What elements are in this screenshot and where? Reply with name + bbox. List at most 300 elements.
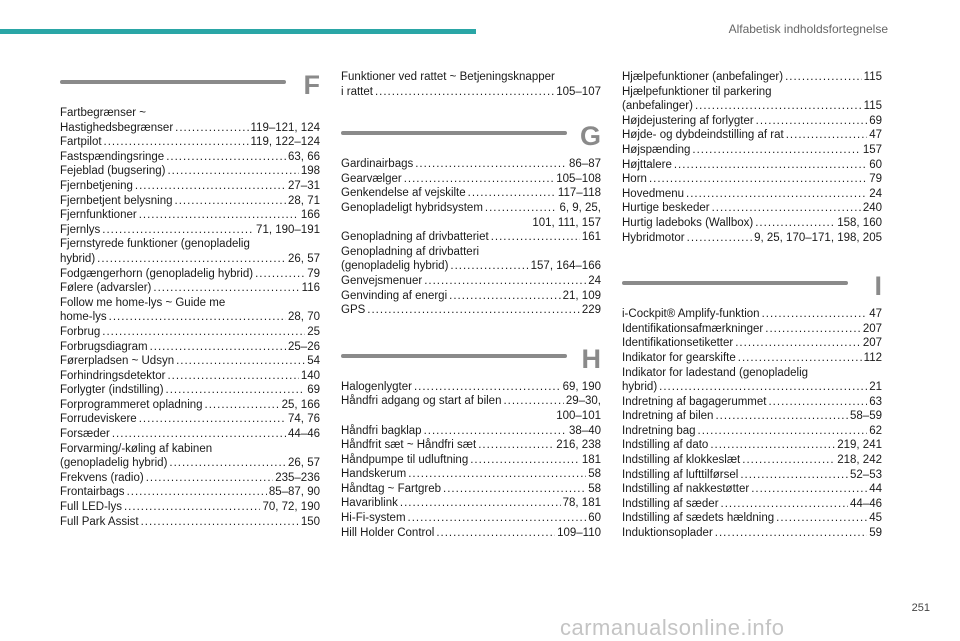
entry-row [60, 325, 320, 340]
index-entry [341, 303, 601, 318]
entry-text: Frontairbags [60, 486, 125, 499]
entry-pages: 63 [869, 395, 882, 408]
entry-row [341, 259, 601, 274]
section-f [60, 70, 320, 529]
index-entry [341, 230, 601, 245]
index-entry [341, 201, 601, 230]
entry-row [622, 216, 882, 231]
entry-text: Fastspændingsringe [60, 150, 165, 163]
index-entry [622, 128, 882, 143]
entry-row [622, 453, 882, 468]
section-letter: H [581, 343, 601, 374]
index-entry [60, 340, 320, 355]
entry-pages: 44–46 [850, 497, 882, 510]
entry-text: Forprogrammeret opladning [60, 398, 203, 411]
index-entry [622, 526, 882, 541]
entry-row [341, 511, 601, 526]
entry-pages: 59 [869, 527, 882, 540]
index-column-3 [622, 70, 882, 541]
leader-dots [139, 208, 299, 223]
leader-dots [674, 158, 867, 173]
entry-text: Genopladning af drivbatteriet [341, 231, 489, 244]
entry-row [622, 143, 882, 158]
leader-dots [485, 201, 558, 216]
leader-dots [692, 143, 860, 158]
section-continued [341, 70, 601, 99]
entry-pages: 235–236 [275, 471, 320, 484]
entry-row [60, 267, 320, 282]
index-entry [622, 438, 882, 453]
entry-row [60, 194, 320, 209]
entry-text: i rattet [341, 85, 373, 98]
index-entry [341, 453, 601, 468]
entry-pages: 26, 57 [288, 252, 320, 265]
entry-pages: 115 [863, 100, 882, 113]
leader-dots [109, 310, 286, 325]
entry-pages: 140 [300, 369, 320, 382]
entry-text: Indstilling af sædets hældning [622, 512, 775, 525]
index-entry [60, 194, 320, 209]
entry-pages: 78, 181 [562, 497, 601, 510]
index-entry [622, 172, 882, 187]
entry-pages: 69, 190 [562, 380, 601, 393]
entry-text: Full LED-lys [60, 501, 122, 514]
entry-pages: 161 [581, 231, 601, 244]
entry-row [622, 99, 882, 114]
leader-dots [400, 496, 561, 511]
entry-row [60, 485, 320, 500]
entry-text: Forlygter (indstilling) [60, 384, 164, 397]
entry-text: Håndfri adgang og start af bilen [341, 395, 502, 408]
entry-row [341, 438, 601, 453]
entry-pages: 44–46 [288, 428, 320, 441]
leader-dots [715, 409, 848, 424]
index-entry [622, 70, 882, 85]
index-entry [60, 267, 320, 282]
entry-text: Fodgængerhorn (genopladelig hybrid) [60, 267, 254, 280]
section-header [341, 344, 601, 380]
index-entry [60, 383, 320, 398]
index-entry [60, 179, 320, 194]
index-entry [60, 442, 320, 471]
index-entry [60, 427, 320, 442]
entry-pages: 216, 238 [556, 439, 601, 452]
entry-text: Håndfrit sæt ~ Håndfri sæt [341, 439, 477, 452]
leader-dots [375, 85, 554, 100]
index-entry [622, 511, 882, 526]
leader-dots [478, 438, 554, 453]
entry-text-line: Genopladning af drivbatteri [341, 245, 480, 258]
entry-row [60, 471, 320, 486]
entry-row [341, 380, 601, 395]
index-entry [60, 164, 320, 179]
page-number: 251 [911, 602, 930, 614]
entry-row [60, 150, 320, 165]
entry-text: Full Park Assist [60, 515, 139, 528]
entry-pages: 44 [869, 483, 882, 496]
leader-dots [738, 351, 862, 366]
index-entry [60, 150, 320, 165]
leader-dots [649, 172, 867, 187]
entry-pages: 28, 71 [288, 194, 320, 207]
entry-text-line: Funktioner ved rattet ~ Betjeningsknapper [341, 71, 555, 83]
leader-dots [659, 380, 867, 395]
entry-text: i-Cockpit® Amplify-funktion [622, 308, 760, 321]
entry-row [60, 179, 320, 194]
leader-dots [424, 274, 586, 289]
section-header [60, 70, 320, 106]
entry-text: Frekvens (radio) [60, 471, 144, 484]
leader-dots [443, 482, 586, 497]
entry-row [622, 438, 882, 453]
entry-text: Indstilling af nakkestøtter [622, 483, 750, 496]
entry-row [341, 453, 601, 468]
index-entry [622, 409, 882, 424]
entry-text: Indstilling af dato [622, 439, 709, 452]
section-rule [622, 281, 848, 285]
index-entry [341, 70, 601, 99]
leader-dots [742, 453, 835, 468]
entry-pages: 58 [588, 482, 601, 495]
entry-row [622, 114, 882, 129]
entry-row [341, 303, 601, 318]
leader-dots [415, 157, 567, 172]
entry-row [60, 369, 320, 384]
index-entry [60, 106, 320, 135]
entry-row [60, 135, 320, 150]
entry-row [622, 70, 882, 85]
header-accent-bar [0, 29, 476, 34]
entry-pages: 27–31 [288, 179, 320, 192]
section-h [341, 344, 601, 541]
leader-dots [721, 497, 848, 512]
index-column-1 [60, 70, 320, 529]
entry-text: Genkendelse af vejskilte [341, 187, 466, 200]
index-entry [341, 157, 601, 172]
entry-row [60, 208, 320, 223]
entry-pages: 54 [307, 355, 320, 368]
entry-text: Identifikationsetiketter [622, 337, 734, 350]
entry-pages: 207 [862, 337, 882, 350]
leader-dots [135, 179, 286, 194]
entry-pages: 119–121, 124 [250, 121, 320, 134]
entry-text: Højde- og dybdeindstilling af rat [622, 129, 784, 142]
entry-text: Fjernbetjent belysning [60, 194, 173, 207]
leader-dots [710, 438, 835, 453]
leader-dots [491, 230, 580, 245]
index-entry [622, 307, 882, 322]
entry-row [341, 230, 601, 245]
entry-text: Genvinding af energi [341, 289, 448, 302]
entry-row [60, 121, 320, 136]
entry-row [622, 172, 882, 187]
entry-row [341, 424, 601, 439]
entry-row [341, 85, 601, 100]
leader-dots [112, 427, 286, 442]
entry-row [622, 307, 882, 322]
entry-pages: 166 [300, 209, 320, 222]
entry-row [60, 383, 320, 398]
entry-text: Indstilling af klokkeslæt [622, 454, 741, 467]
entry-text: (genopladelig hybrid) [60, 457, 168, 470]
entry-text: Forrudeviskere [60, 413, 137, 426]
section-i [622, 271, 882, 541]
index-entry [341, 394, 601, 423]
entry-text: Førerpladsen ~ Udsyn [60, 355, 175, 368]
entry-pages: 109–110 [557, 526, 601, 539]
leader-dots [712, 201, 861, 216]
entry-pages: 117–118 [557, 187, 601, 200]
entry-row [341, 394, 601, 409]
entry-text: Identifikationsafmærkninger [622, 322, 764, 335]
leader-dots [104, 135, 249, 150]
entry-row [622, 482, 882, 497]
leader-dots [450, 259, 528, 274]
leader-dots [127, 485, 267, 500]
entry-text: Indretning bag [622, 424, 696, 437]
entry-pages: 45 [869, 512, 882, 525]
entry-text: (genopladelig hybrid) [341, 260, 449, 273]
entry-row [341, 496, 601, 511]
entry-text: Hi-Fi-system [341, 512, 406, 525]
index-entry [341, 289, 601, 304]
entry-pages: 71, 190–191 [256, 223, 320, 236]
entry-row [60, 281, 320, 296]
leader-dots [776, 511, 867, 526]
entry-text: Højttalere [622, 158, 672, 171]
entry-text: Fjernlys [60, 223, 101, 236]
leader-dots [166, 383, 306, 398]
entry-text-line: Hjælpefunktioner til parkering [622, 85, 772, 98]
leader-dots [755, 216, 835, 231]
index-entry [622, 453, 882, 468]
entry-pages-continued: 100–101 [556, 409, 601, 422]
entry-pages: 28, 70 [288, 311, 320, 324]
entry-pages: 119, 122–124 [250, 136, 320, 149]
entry-text: hybrid) [622, 381, 658, 394]
leader-dots [735, 336, 861, 351]
leader-dots [785, 70, 862, 85]
leader-dots [740, 468, 848, 483]
entry-row [622, 201, 882, 216]
entry-pages: 79 [869, 173, 882, 186]
section-letter: I [874, 271, 882, 302]
entry-row [341, 186, 601, 201]
leader-dots [97, 252, 286, 267]
leader-dots [153, 281, 299, 296]
section-rule [60, 80, 286, 84]
entry-pages: 70, 72, 190 [262, 501, 320, 514]
leader-dots [768, 395, 867, 410]
index-entry [341, 186, 601, 201]
index-entry [60, 237, 320, 266]
leader-dots [167, 369, 298, 384]
entry-pages: 229 [581, 304, 601, 317]
entry-text-line: Forvarming/-køling af kabinen [60, 442, 213, 455]
section-g [341, 121, 601, 318]
index-entry [60, 398, 320, 413]
entry-text: Hjælpefunktioner (anbefalinger) [622, 71, 784, 83]
entry-text: Forbrug [60, 325, 101, 338]
leader-dots [205, 398, 280, 413]
index-entry [60, 325, 320, 340]
entry-pages: 21, 109 [562, 289, 601, 302]
leader-dots [436, 526, 555, 541]
index-entry [622, 322, 882, 337]
entry-text: Håndfri bagklap [341, 424, 422, 437]
entry-text-line: Fjernstyrede funktioner (genopladelig [60, 238, 250, 251]
entry-text: Håndpumpe til udluftning [341, 453, 469, 466]
section-rule [341, 131, 567, 135]
entry-row [341, 274, 601, 289]
entry-pages: 69 [869, 114, 882, 127]
index-entry [60, 135, 320, 150]
index-entry [622, 351, 882, 366]
section-letter: G [579, 121, 601, 152]
entry-pages: 24 [588, 274, 601, 287]
entry-pages: 240 [862, 202, 882, 215]
entry-row [622, 409, 882, 424]
entry-text: Forsæder [60, 428, 110, 441]
index-entry [341, 424, 601, 439]
entry-pages: 219, 241 [837, 439, 882, 452]
entry-text: Hovedmenu [622, 187, 685, 200]
entry-row [622, 395, 882, 410]
index-entry [341, 467, 601, 482]
entry-pages: 29–30, [565, 395, 601, 408]
entry-pages: 21 [869, 381, 882, 394]
index-entry [622, 114, 882, 129]
entry-text: Indikator for gearskifte [622, 351, 736, 364]
entry-row [341, 172, 601, 187]
entry-text: home-lys [60, 311, 107, 324]
entry-pages: 58–59 [850, 410, 882, 423]
entry-pages: 112 [863, 351, 882, 364]
index-entry [622, 336, 882, 351]
entry-pages: 26, 57 [288, 457, 320, 470]
entry-row [622, 351, 882, 366]
leader-dots [124, 500, 260, 515]
leader-dots [503, 394, 563, 409]
entry-text: Havariblink [341, 497, 398, 510]
entry-pages: 115 [863, 71, 882, 83]
index-entry [622, 158, 882, 173]
entry-pages: 85–87, 90 [268, 486, 320, 499]
index-entry [622, 216, 882, 231]
entry-pages: 69 [307, 384, 320, 397]
leader-dots [169, 456, 286, 471]
leader-dots [175, 121, 248, 136]
index-entry [60, 369, 320, 384]
entry-row [60, 223, 320, 238]
entry-text: Handskerum [341, 468, 407, 481]
index-column-2 [341, 70, 601, 540]
entry-pages: 25, 166 [281, 398, 320, 411]
entry-row [60, 252, 320, 267]
entry-row [341, 526, 601, 541]
entry-row [341, 289, 601, 304]
leader-dots [255, 267, 305, 282]
entry-text: Horn [622, 173, 647, 186]
index-entry [622, 85, 882, 114]
leader-dots [686, 187, 867, 202]
index-entry [622, 395, 882, 410]
entry-row [60, 164, 320, 179]
index-entry [622, 187, 882, 202]
index-entry [60, 485, 320, 500]
entry-row [60, 456, 320, 471]
leader-dots [176, 354, 305, 369]
index-entry [60, 412, 320, 427]
entry-row [622, 187, 882, 202]
index-entry [341, 526, 601, 541]
entry-text: hybrid) [60, 252, 96, 265]
entry-pages: 62 [869, 424, 882, 437]
index-entry [60, 515, 320, 530]
entry-pages: 181 [581, 453, 601, 466]
entry-row [622, 497, 882, 512]
leader-dots [166, 150, 286, 165]
leader-dots [786, 128, 867, 143]
entry-pages: 38–40 [569, 424, 601, 437]
entry-pages: 63, 66 [288, 150, 320, 163]
entry-pages: 60 [588, 512, 601, 525]
entry-text: Håndtag ~ Fartgreb [341, 482, 442, 495]
entry-row [622, 380, 882, 395]
section-continued [622, 70, 882, 245]
leader-dots [695, 99, 862, 114]
leader-dots [139, 412, 286, 427]
index-entry [341, 438, 601, 453]
entry-pages: 218, 242 [837, 454, 882, 467]
entry-text: Højspænding [622, 143, 691, 156]
index-entry [341, 511, 601, 526]
entry-pages: 158, 160 [837, 216, 882, 229]
entry-text: Halogenlygter [341, 380, 412, 393]
entry-pages: 52–53 [850, 468, 882, 481]
leader-dots [468, 186, 556, 201]
index-entry [622, 497, 882, 512]
leader-dots [756, 114, 868, 129]
entry-text: Indstilling af lufttilførsel [622, 468, 739, 481]
entry-pages: 58 [588, 468, 601, 481]
entry-pages: 47 [869, 308, 882, 321]
entry-row [60, 412, 320, 427]
entry-pages: 86–87 [569, 158, 601, 171]
entry-text: Fjernbetjening [60, 179, 133, 192]
entry-pages: 74, 76 [288, 413, 320, 426]
index-entry [622, 201, 882, 216]
entry-pages: 105–108 [556, 172, 601, 185]
index-entry [341, 274, 601, 289]
leader-dots [715, 526, 867, 541]
index-entry [60, 296, 320, 325]
index-entry [622, 468, 882, 483]
entry-text: Fartpilot [60, 136, 102, 149]
entry-text: Forbrugsdiagram [60, 340, 148, 353]
leader-dots [687, 231, 752, 246]
leader-dots [175, 194, 287, 209]
watermark: carmanualsonline.info [560, 615, 785, 640]
entry-text-line: Fartbegrænser ~ [60, 107, 146, 119]
entry-row [60, 515, 320, 530]
entry-pages: 60 [869, 158, 882, 171]
entry-text: Hybridmotor [622, 231, 685, 244]
entry-text: Gardinairbags [341, 158, 414, 171]
leader-dots [102, 223, 254, 238]
index-entry [60, 223, 320, 238]
entry-text-line: Indikator for ladestand (genopladelig [622, 366, 809, 379]
